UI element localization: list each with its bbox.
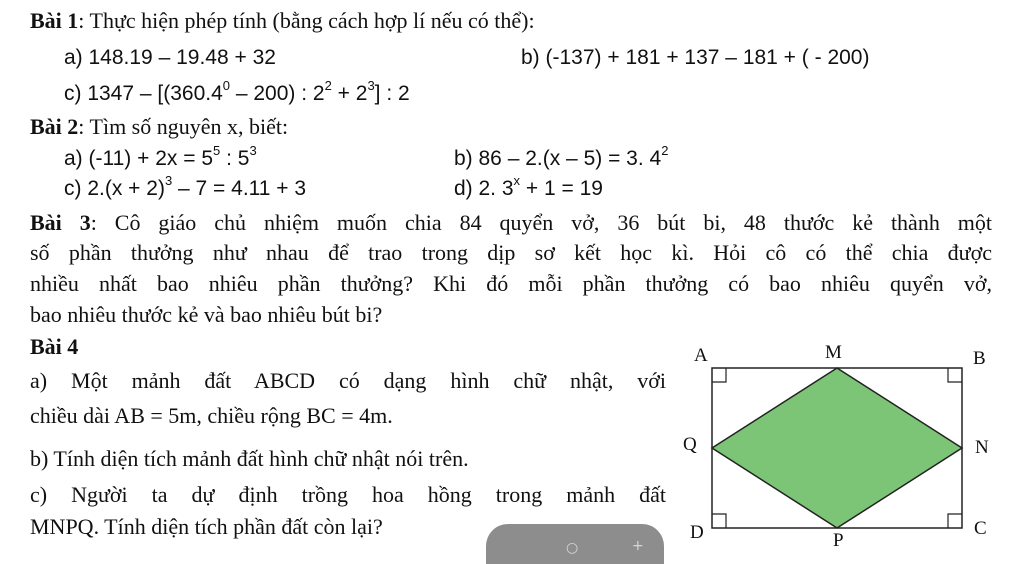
bai1-heading: Bài 1: Thực hiện phép tính (bằng cách hợp lí nếu có thể): bbox=[30, 8, 535, 33]
plus-icon[interactable]: + bbox=[632, 538, 644, 554]
bai3-line-1: Bài 3: Cô giáo chủ nhiệm muốn chia 84 quyển vở, 36 bút bi, 48 thước kẻ thành một bbox=[30, 210, 992, 235]
bai1-part-c: c) 1347 – [(360.4$^0$ – 200) : $2^2 + 2^3$] : 2 bbox=[64, 78, 410, 105]
bai2-heading: Bài 2: Tìm số nguyên x, biết: bbox=[30, 114, 289, 139]
right-angle-mark-c bbox=[948, 514, 962, 528]
bai2-part-c: c) $2.(x + 2)^3 - 7 = 4.11 + 3$ bbox=[64, 173, 307, 200]
bai4-part-a-line-1: a) Một mảnh đất ABCD có dạng hình chữ nhật, với bbox=[30, 368, 666, 393]
vertex-label-c: C bbox=[974, 518, 987, 539]
bai4-part-c-line-1: c) Người ta dự định trồng hoa hồng trong mảnh đất bbox=[30, 482, 666, 507]
bottom-toolbar-overlay[interactable] bbox=[486, 524, 664, 564]
right-angle-mark-d bbox=[712, 514, 726, 528]
vertex-label-n: N bbox=[975, 437, 989, 458]
bai4-part-b: b) Tính diện tích mảnh đất hình chữ nhật nói trên. bbox=[30, 446, 469, 471]
right-angle-mark-b bbox=[948, 368, 962, 382]
bai1-part-a: a) 148.19 – 19.48 + 32 bbox=[64, 46, 276, 69]
lock-icon[interactable]: ○ bbox=[566, 540, 579, 556]
rhombus-mnpq bbox=[712, 368, 962, 528]
bai4-part-c-line-2: MNPQ. Tính diện tích phần đất còn lại? bbox=[30, 514, 383, 539]
bai2-part-a: a) $(-11) + 2x = 5^5$ : $5^3$ bbox=[64, 143, 257, 170]
vertex-label-p: P bbox=[833, 530, 844, 551]
right-angle-mark-a bbox=[712, 368, 726, 382]
bai2-part-d: d) 2. $3^x + 1 = 19$ bbox=[454, 173, 603, 200]
bai4-heading: Bài 4 bbox=[30, 334, 79, 359]
vertex-label-q: Q bbox=[683, 434, 697, 455]
vertex-label-a: A bbox=[694, 345, 708, 366]
rectangle-rhombus-figure bbox=[690, 338, 980, 538]
vertex-label-d: D bbox=[690, 522, 704, 543]
bai3-line-2: số phần thưởng như nhau để trao trong dịp sơ kết học kì. Hỏi cô có thể chia được bbox=[30, 240, 992, 265]
vertex-label-m: M bbox=[825, 342, 842, 363]
bai4-part-a-line-2: chiều dài AB = 5m, chiều rộng BC = 4m. bbox=[30, 403, 393, 428]
bai1-part-b: b) (-137) + 181 + 137 – 181 + ( - 200) bbox=[521, 46, 870, 69]
bai2-part-b: b) 86 – 2.(x – 5) = 3. $4^2$ bbox=[454, 143, 669, 170]
bai3-line-3: nhiều nhất bao nhiêu phần thưởng? Khi đó mỗi phần thưởng có bao nhiêu quyển vở, bbox=[30, 271, 992, 296]
vertex-label-b: B bbox=[973, 348, 986, 369]
bai3-line-4: bao nhiêu thước kẻ và bao nhiêu bút bi? bbox=[30, 302, 383, 327]
